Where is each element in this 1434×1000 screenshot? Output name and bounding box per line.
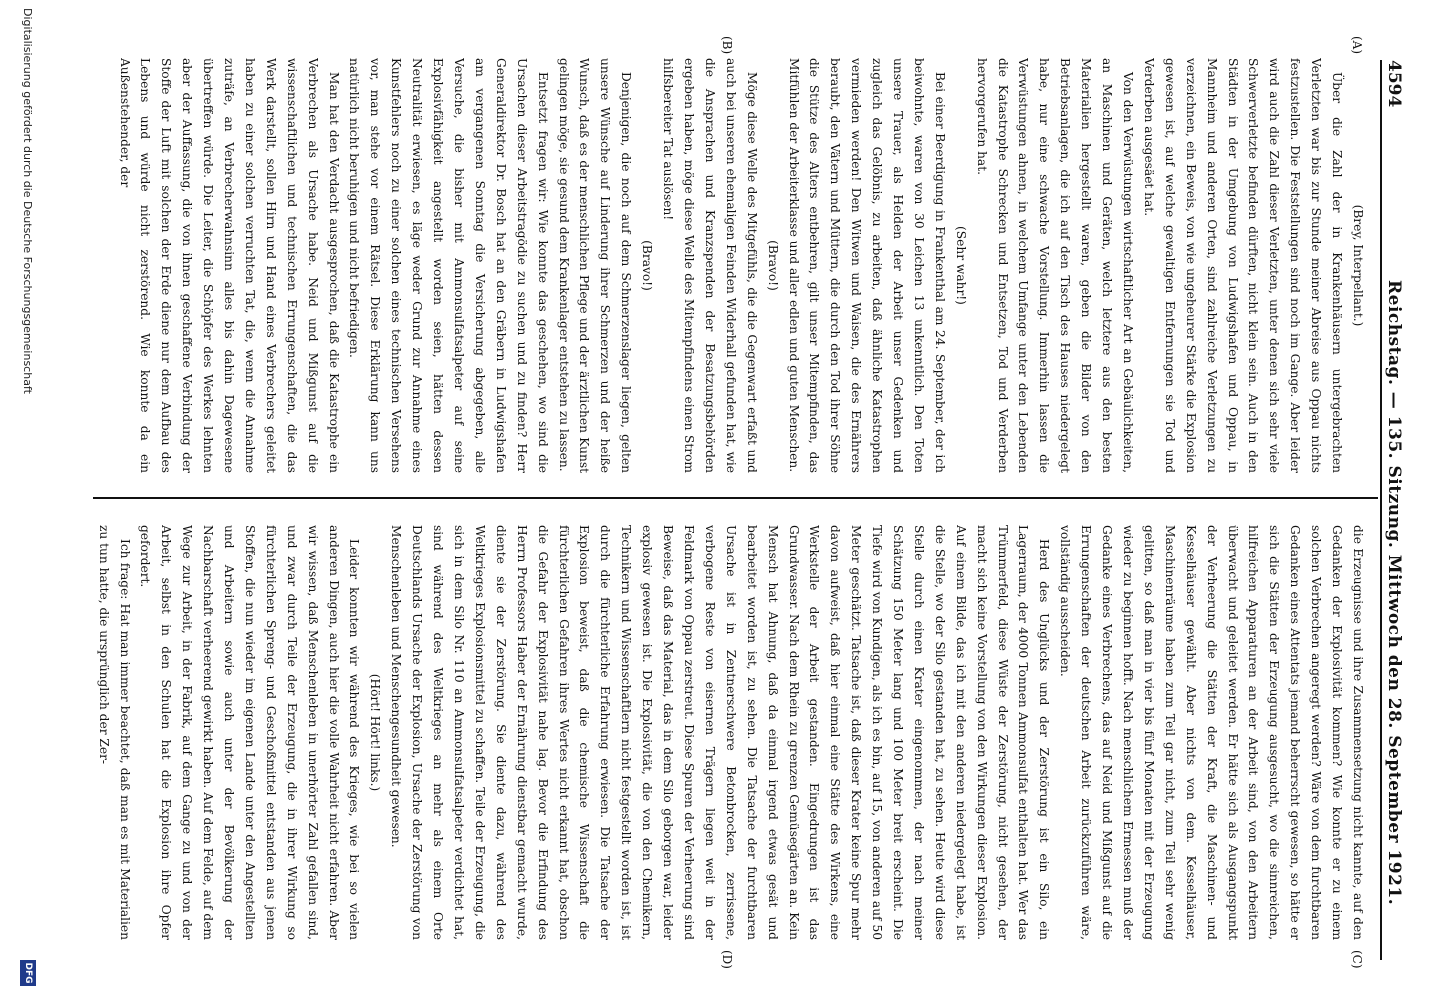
paragraph: die Erzeugnisse und ihre Zusammensetzung nicht kannte, auf den Gedanken der Explosivität kommen? Wie konnte er zu einem solchen Verbrechen angeregt werden? Wäre von dem furchtbaren Gedanken eines Attentats jemand beherrscht gewesen, so hätte er sich die Stätten der Erzeugung ausgesucht, wo die sinnreichen, hilfreichen Apparaturen an der Arbeit sind, von den Arbeitern überwacht und geleitet werden. Er hätte sich als Ausgangspunkt der Verheerung die Stätten der Kraft, die Maschinen- und Kesselhäuser gewählt. Aber nichts von dem. Kesselhäuser, Maschinenräume haben zum Teil gar nicht, zum Teil sehr wenig gelitten, so daß man in vier bis fünf Monaten mit der Erzeugung wieder zu beginnen hofft. Nach menschlichem Ermessen muß der Gedanke eines Verbrechens, das auf Neid und Mißgunst auf die Errungenschaften der deutschen Arbeit zurückzuführen wäre, vollständig ausscheiden.	[1058, 525, 1365, 940]
paragraph: Man hat den Verdacht ausgesprochen, daß die Katastrophe ein Verbrechen als Ursache habe. Neid und Mißgunst auf die wissenschaftlichen und technischen Errungenschaften, die das Werk darstellt, sollen Hirn und Hand eines Verbrechers geleitet haben zu einer solchen verruchten Tat, die, wenn die Annahme zuträfe, an Verbrecherwahnsinn alles bis dahin Dagewesene übertreffen würde. Die Leiter, die Schöpfer des Werkes lehnten aber der Auffassung, die von ihnen geschaffene Verbindung der Stoffe der Luft mit solchen der Erde diene nur dem Aufbau des Lebens und würde nicht zerstörend. Wie konnte da ein Außenstehender, der	[117, 58, 341, 473]
paragraph: Herd des Unglücks und der Zerstörung ist ein Silo, ein Lagerraum, der 4000 Tonnen Ammonsulfat enthalten hat. Wer das Trümmerfeld, diese Wüste der Zerstörung, nicht gesehen, der macht sich keine Vorstellung von den Wirkungen dieser Explosion. Auf einem Bilde, das ich mit den anderen niedergelegt habe, ist die Stelle, wo der Silo gestanden hat, zu sehen. Heute wird diese Stelle durch einen Krater eingenommen, der nach meiner Schätzung 150 Meter lang und 100 Meter breit erscheint. Die Tiefe wird von Kundigen, als ich es bin, auf 15, von anderen auf 50 Meter geschätzt. Tatsache ist, daß dieser Krater keine Spur mehr davon aufweist, daß hier einmal eine Stätte des Wirkens, eine Werkstelle der Arbeit gestanden. Eingedrungen ist das Grundwasser. Nach dem Rhein zu grenzen Gemüsegärten an. Kein Mensch hat Ahnung, daß da einmal irgend etwas gesät und bearbeitet worden ist, zu sehen. Die Tatsache der furchtbaren Ursache ist in Zentnerschwere Betonbrocken, zerrissene, verbogene Reste von eisernen Trägern liegen weit in der Feldmark von Oppau zerstreut. Diese Spuren der Verheerung sind Beweise, daß das Material, das in dem Silo geborgen war, leider explosiv gewesen ist. Die Explosivität, die von den Chemikern, Technikern und Wissenschaftlern nicht festgestellt worden ist, ist durch die fürchterliche Erfahrung erwiesen. Die Tatsache der Explosion beweist, daß die chemische Wissenschaft die fürchterlichen Gefahren ihres Wertes nicht erkannt hat, obschon die Gefahr der Explosivität nahe lag. Bevor die Erfindung des Herrn Professors Haber der Ernährung dienstbar gemacht wurde, diente sie der Zerstörung. Sie diente dazu, während des Weltkrieges Explosionsmittel zu schaffen. Teile der Erzeugung, die sich in dem Silo Nr. 110 an Ammonsulfatsalpeter verdichtet hat, sind während des Weltkrieges an mehr als einem Orte Deutschlands Ursache der Explosion, Ursache der Zerstörung von Menschenleben und Menschengesundheit gewesen.	[389, 525, 1052, 940]
interjection: (Bravo!)	[640, 240, 655, 291]
margin-letter-d: (D)	[720, 950, 734, 969]
paragraph: Bei einer Beerdigung in Frankenthal am 24. September, der ich beiwohnte, waren von 30 Leichen 13 unkenntlich. Den Toten unsere Trauer, als Helden der Arbeit unser Gedenken und zugleich das Gelöbnis, zu arbeiten, daß ähnliche Katastrophen vermieden werden! Den Witwen und Waisen, die des Ernährers beraubt, den Vätern und Müttern, die durch den Tod ihrer Söhne die Stütze des Alters entbehren, gilt unser Mitempfinden, das Mitfühlen der Arbeiterklasse und aller edlen und guten Menschen.	[786, 58, 947, 473]
paragraph: Über die Zahl der in Krankenhäusern untergebrachten Verletzten war bis zur Stunde meiner Abreise aus Oppau nichts festzustellen. Die Feststellungen sind noch im Gange. Aber leider wird auch die Zahl dieser Verletzten, unter denen sich sehr viele Schwerverletzte befinden dürften, nicht klein sein. Auch in den Städten in der Umgebung von Ludwigshafen und Oppau, in Mannheim und anderen Orten, sind zahlreiche Verletzungen zu verzeichnen, ein Beweis, von wie ungeheurer Stärke die Explosion gewesen ist, auf welche gewaltigen Entfernungen sie Tod und Verderben ausgesäet hat.	[1141, 58, 1345, 473]
paragraph: Entsetzt fragen wir: Wie konnte das geschehen, wo sind die Ursachen dieser Arbeitstragödie zu suchen und zu finden? Herr Generaldirektor Dr. Bosch hat an den Gräbern in Ludwigshafen am vergangenen Sonntag die Versicherung abgegeben, alle Versuche, die bisher mit Ammonsulfatsalpeter auf seine Explosivfähigkeit angestellt worden seien, hätten dessen Neutralität erwiesen, es läge weder Grund zur Annahme eines Kunstfehlers noch zu einer solchen eines technischen Versehens vor, man stehe vor einem Rätsel. Diese Erklärung kann uns natürlich nicht beruhigen und nicht befriedigen.	[347, 58, 550, 473]
paragraph: Von den Verwüstungen wirtschaftlicher Art an Gebäulichkeiten, an Maschinen und Geräten, welch letztere aus den besten Materialien hergestellt waren, geben die Bilder von den Betriebsanlagen, die ich auf den Tisch des Hauses niedergelegt habe, nur eine schwache Vorstellung. Immerhin lassen die Verwüstungen ahnen, in welchem Umfange unter den Lebenden die Katastrophe Schrecken und Entsetzen, Tod und Verderben hervorgerufen hat.	[974, 58, 1136, 473]
right-column	[78, 525, 1368, 940]
header-rule	[1380, 60, 1382, 960]
margin-letter-b: (B)	[720, 36, 734, 55]
column-divider	[93, 497, 1378, 499]
left-column	[78, 58, 1368, 473]
page-header	[1372, 60, 1412, 960]
paragraph: Möge diese Welle des Mitgefühls, die die Gegenwart erfaßt und auch bei unseren ehemaligen Feinden Widerhall gefunden hat, wie die Ansprachen und Kranzspenden der Besatzungsbehörden ergeben haben, möge diese Welle des Mitempfindens einen Strom hilfsbereiter Tat auslösen!	[661, 58, 759, 473]
paragraph: Ich frage: Hat man immer beachtet, daß man es mit Materialien zu tun hatte, die ursprünglich der Zer-	[96, 525, 132, 940]
dfg-logo: DFG	[20, 960, 36, 986]
interjection: (Hört! Hört! links.)	[368, 673, 383, 792]
paragraph: Leider konnten wir während des Krieges, wie bei so vielen anderen Dingen, auch hier die volle Wahrheit nicht erfahren. Aber wir wissen, daß Menschenleben in unerhörter Zahl gefallen sind, und zwar durch Teile der Erzeugung, die in ihrer Wirkung so fürchterlichen Spreng- und Geschoßmittel entstanden aus jenen Stoffen, die nun wieder im eigenen Lande unter den Angestellten und Arbeitern sowie auch unter der Bevölkerung der Nachbarschaft verheerend gewirkt haben. Auf dem Felde, auf dem Wege zur Arbeit, in der Fabrik, auf dem Gange zu und von der Arbeit, selbst in den Schulen hat die Explosion ihre Opfer gefordert.	[138, 525, 362, 940]
margin-letter-c: (C)	[1350, 950, 1364, 969]
page-title: Reichstag. — 135. Sitzung. Mittwoch den 28. September 1921.	[1384, 280, 1404, 906]
paragraph: Denjenigen, die noch auf dem Schmerzenslager liegen, gelten unsere Wünsche auf Linderung ihrer Schmerzen und der heiße Wunsch, daß es der menschlichen Pflege und der ärztlichen Kunst gelingen möge, sie gesund dem Krankenlager entstehen zu lassen.	[556, 58, 634, 473]
page-number: 4594	[1384, 60, 1404, 108]
interjection: (Sehr wahr!)	[953, 226, 968, 305]
margin-letter-a: (A)	[1350, 36, 1364, 55]
digitization-credit: Digitalisierung gefördert durch die Deutsche Forschungsgemeinschaft	[21, 8, 34, 394]
speaker-note: (Brey, Interpellant.)	[1351, 204, 1365, 327]
interjection: (Bravo!)	[765, 240, 780, 291]
page-footer	[14, 0, 38, 1000]
